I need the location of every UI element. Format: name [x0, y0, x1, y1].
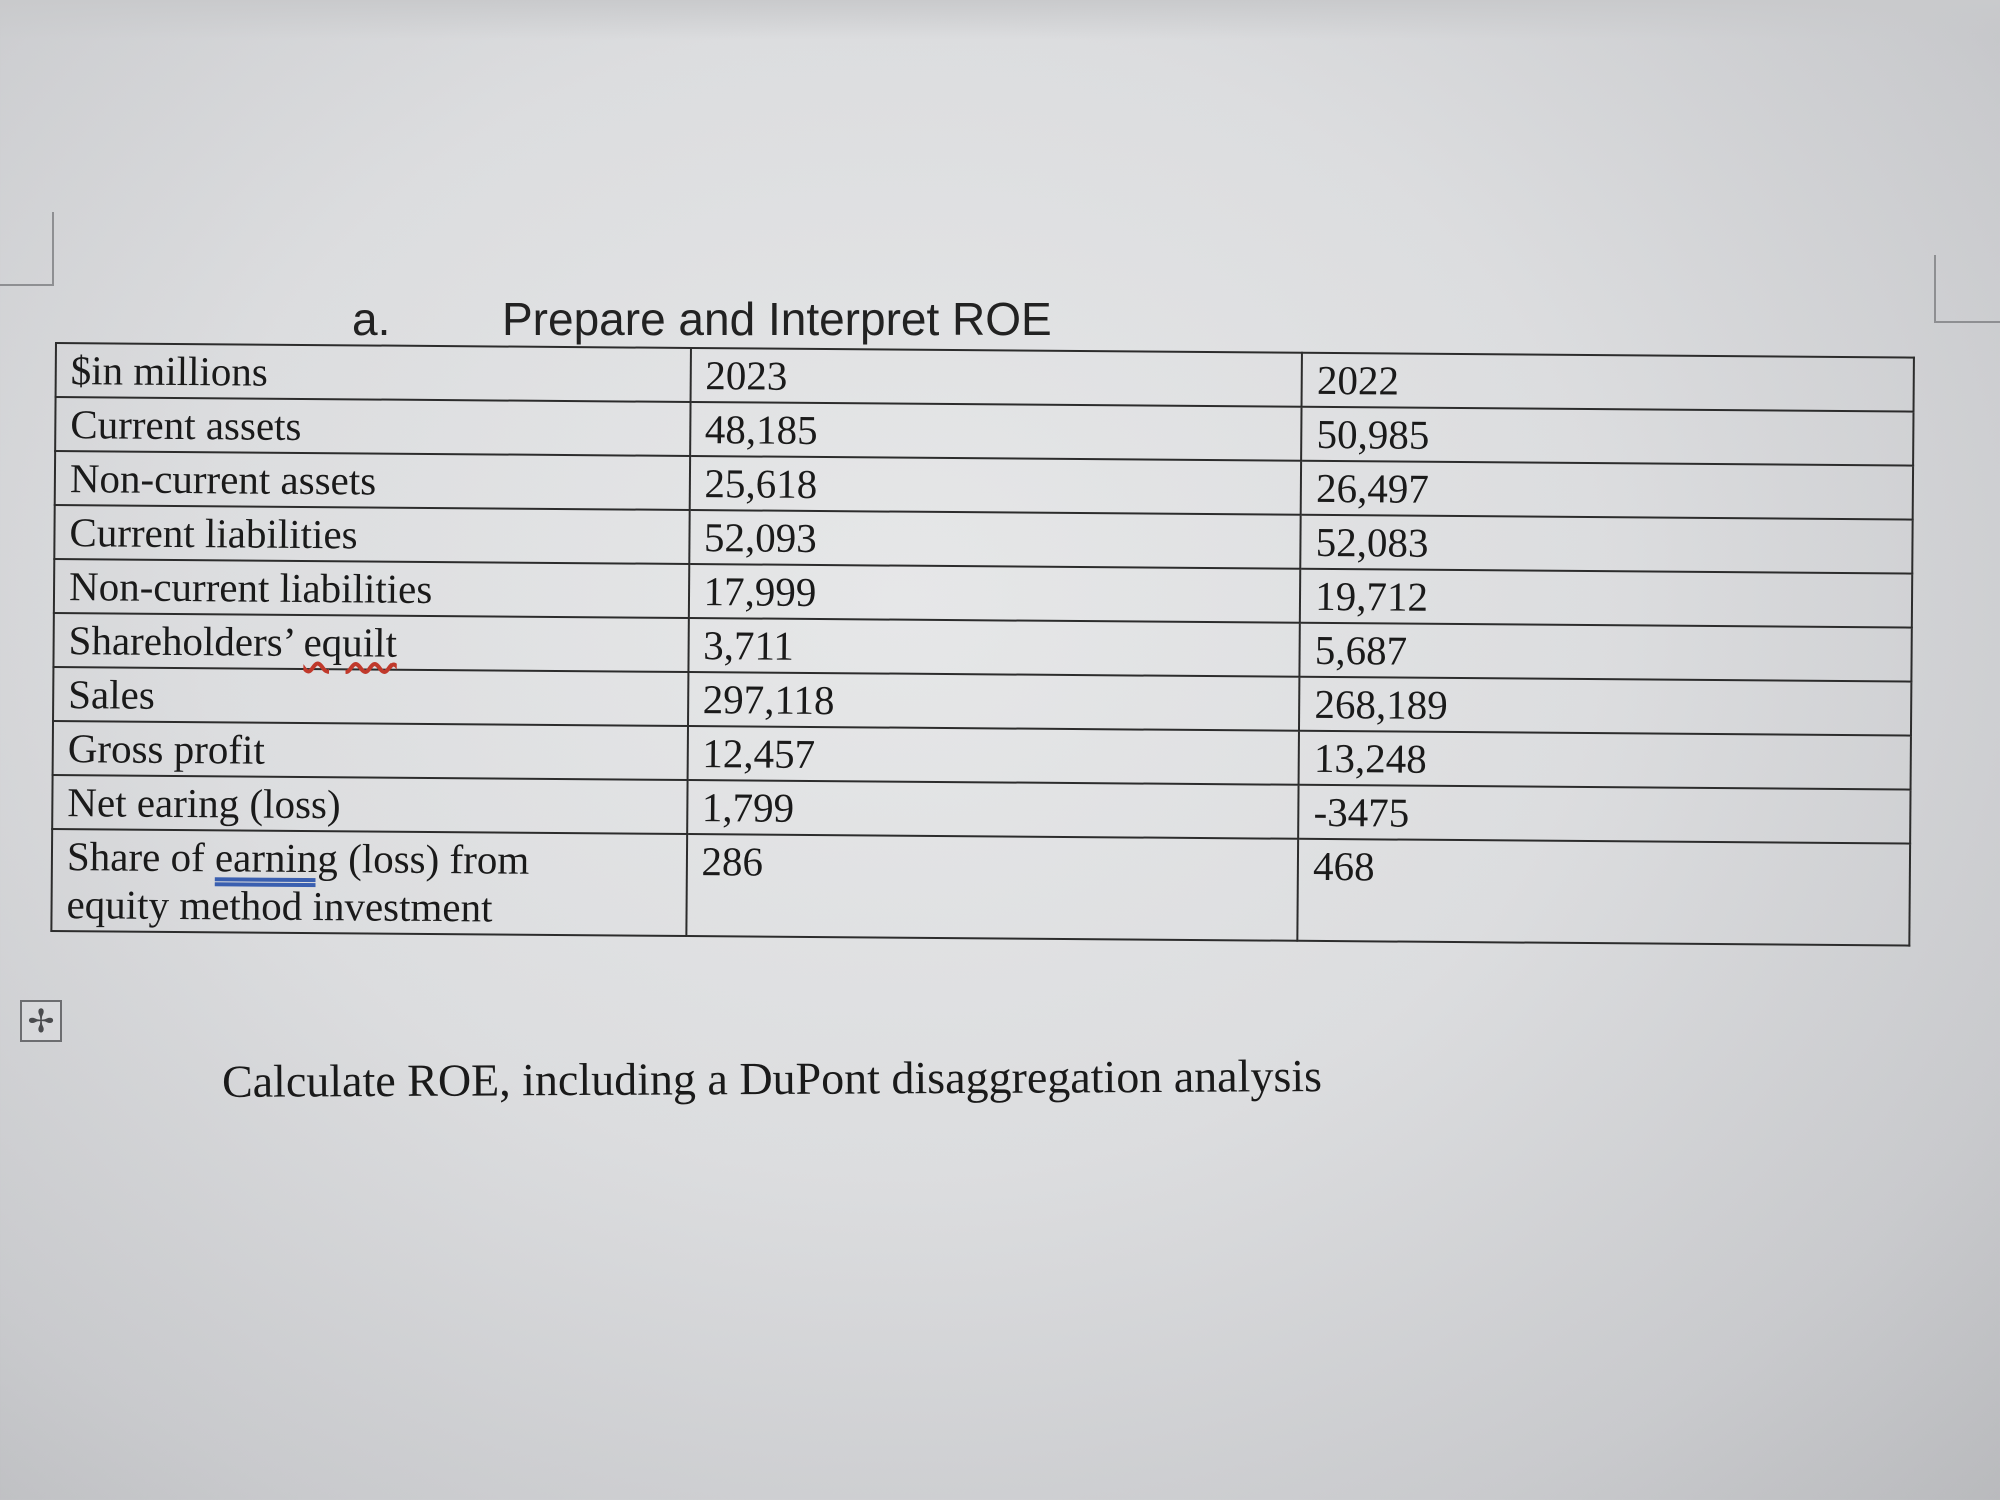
section-heading — [352, 292, 1052, 346]
header-label-cell[interactable]: $in millions — [56, 343, 691, 402]
value-2022-cell[interactable]: 50,985 — [1301, 407, 1913, 466]
table-move-handle[interactable] — [20, 1000, 62, 1042]
row-label-cell[interactable] — [53, 613, 688, 672]
value-2023-cell[interactable]: 12,457 — [687, 726, 1299, 785]
financial-data-table — [50, 342, 1915, 947]
right-margin-corner-mark — [1934, 255, 2000, 323]
value-2022-cell[interactable]: 19,712 — [1300, 569, 1912, 628]
value-2022-cell[interactable]: 268,189 — [1299, 677, 1911, 736]
row-label-text: Shareholders’ — [68, 617, 304, 665]
value-2023-cell[interactable]: 17,999 — [688, 564, 1300, 623]
row-label-cell[interactable]: Sales — [53, 667, 688, 726]
row-label-cell[interactable] — [51, 829, 686, 936]
value-2023-cell[interactable]: 52,093 — [689, 510, 1301, 569]
value-2022-cell[interactable]: 468 — [1298, 839, 1911, 946]
value-2023-cell[interactable]: 286 — [686, 834, 1298, 941]
value-2022-cell[interactable]: 52,083 — [1300, 515, 1912, 574]
spelling-flagged-word[interactable]: equilt — [303, 618, 398, 666]
row-label-cell[interactable]: Current assets — [55, 397, 690, 456]
value-2022-cell[interactable]: 26,497 — [1301, 461, 1913, 520]
row-label-text: Share of — [66, 833, 216, 881]
value-2023-cell[interactable]: 3,711 — [688, 618, 1300, 677]
row-label-cell[interactable]: Non-current liabilities — [54, 559, 689, 618]
list-marker: a. — [352, 293, 391, 345]
grammar-flagged-word[interactable]: earning — [214, 834, 339, 882]
row-label-text: (loss) from — [337, 835, 530, 883]
value-2023-cell[interactable]: 1,799 — [687, 780, 1299, 839]
header-2022-cell[interactable]: 2022 — [1302, 353, 1914, 412]
value-2022-cell[interactable]: 5,687 — [1300, 623, 1912, 682]
left-margin-corner-mark — [0, 212, 54, 286]
heading-title: Prepare and Interpret ROE — [502, 293, 1052, 345]
row-label-cell[interactable]: Net earing (loss) — [52, 775, 687, 834]
value-2023-cell[interactable]: 48,185 — [690, 402, 1302, 461]
move-cross-icon: ✢ — [27, 1002, 55, 1040]
header-2023-cell[interactable]: 2023 — [690, 348, 1302, 407]
row-label-cell[interactable]: Gross profit — [53, 721, 688, 780]
row-label-text-line2: equity method investment — [66, 881, 493, 931]
row-label-cell[interactable]: Non-current assets — [55, 451, 690, 510]
value-2022-cell[interactable]: 13,248 — [1299, 731, 1911, 790]
value-2022-cell[interactable]: -3475 — [1298, 785, 1910, 844]
value-2023-cell[interactable]: 297,118 — [688, 672, 1300, 731]
value-2023-cell[interactable]: 25,618 — [689, 456, 1301, 515]
page-top-shadow — [0, 0, 2000, 40]
question-text: Calculate ROE, including a DuPont disaggregation analysis — [221, 1050, 1323, 1107]
row-label-cell[interactable]: Current liabilities — [54, 505, 689, 564]
table-row — [51, 829, 1910, 946]
